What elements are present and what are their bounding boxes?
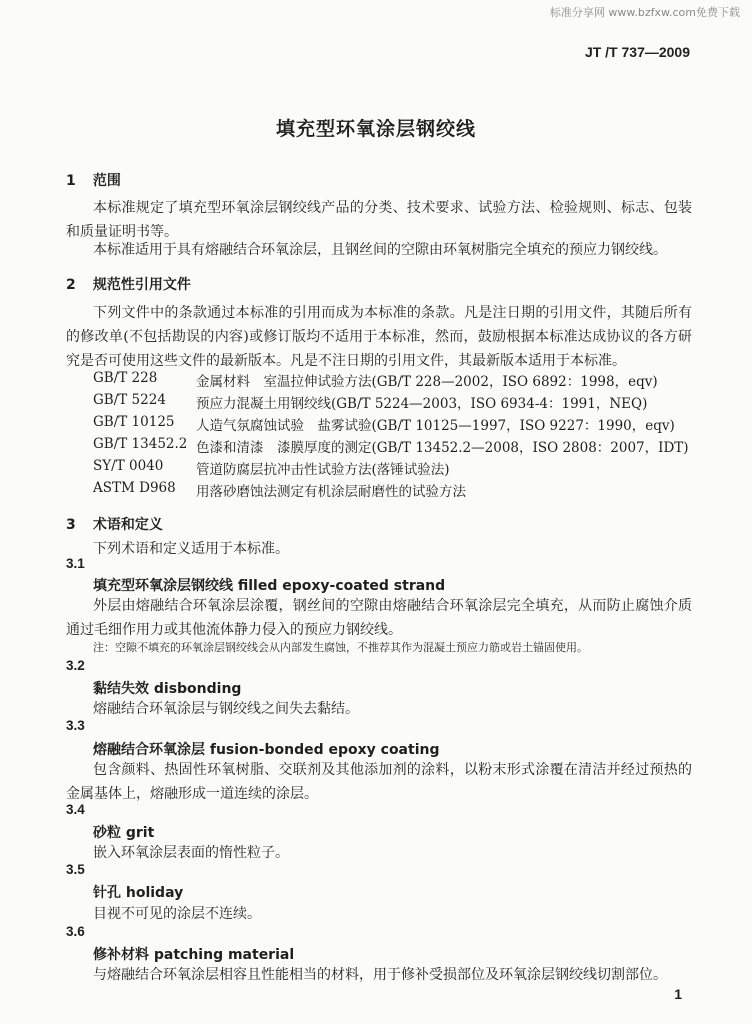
term-number: 3.3 [66,718,85,733]
term-definition: 嵌入环氧涂层表面的惰性粒子。 [93,845,289,861]
ref-code: GB/T 13452.2 [93,436,188,452]
term-number: 3.6 [66,924,85,939]
term-definition: 熔融结合环氧涂层与钢绞线之间失去黏结。 [93,701,359,717]
section-1-paragraph-2: 本标准适用于具有熔融结合环氧涂层，且钢丝间的空隙由环氧树脂完全填充的预应力钢绞线。 [93,242,667,258]
standard-number: JT /T 737—2009 [584,44,690,60]
term-number: 3.1 [66,556,85,571]
watermark: 标准分享网 www.bzfxw.com免费下载 [549,6,740,19]
ref-code: GB/T 228 [93,370,158,386]
term-definition: 包含颜料、热固性环氧树脂、交联剂及其他添加剂的涂料，以粉末形式涂覆在清洁并经过预热的金属基体上，熔融形成一道连续的涂层。 [66,762,692,802]
ref-code: ASTM D968 [93,480,176,496]
term-name: 修补材料 patching material [93,947,295,963]
term-definition: 外层由熔融结合环氧涂层涂覆，钢丝间的空隙由熔融结合环氧涂层完全填充，从而防止腐蚀介质通过毛细作用力或其他流体静力侵入的预应力钢绞线。 [66,598,692,638]
section-1-heading [66,170,121,190]
term-number: 3.2 [66,658,85,673]
ref-title: 管道防腐层抗冲击性试验方法(落锤试验法) [196,462,450,478]
term-number: 3.5 [66,862,85,877]
ref-title: 人造气氛腐蚀试验 盐雾试验(GB/T 10125—1997，ISO 9227：1990，eqv) [196,418,675,434]
section-number: 3 [66,517,76,533]
section-number: 1 [66,173,76,189]
term-definition: 目视不可见的涂层不连续。 [93,906,261,922]
section-title: 规范性引用文件 [92,277,191,293]
section-1-paragraph-1: 本标准规定了填充型环氧涂层钢绞线产品的分类、技术要求、试验方法、检验规则、标志、包装和质量证明书等。 [66,200,692,240]
term-note: 注：空隙不填充的环氧涂层钢绞线会从内部发生腐蚀，不推荐其作为混凝土预应力筋或岩土锚固使用。 [93,641,588,654]
ref-code: GB/T 5224 [93,392,166,408]
section-3-intro: 下列术语和定义适用于本标准。 [93,541,289,557]
term-definition: 与熔融结合环氧涂层相容且性能相当的材料，用于修补受损部位及环氧涂层钢绞线切割部位。 [93,967,667,983]
ref-code: SY/T 0040 [93,458,164,474]
section-title: 范围 [92,173,121,189]
ref-title: 色漆和清漆 漆膜厚度的测定(GB/T 13452.2—2008，ISO 2808：2007，IDT) [196,440,689,456]
section-2-heading [66,274,191,294]
page-title: 填充型环氧涂层钢绞线 [275,118,476,140]
ref-title: 用落砂磨蚀法测定有机涂层耐磨性的试验方法 [196,484,466,500]
term-name: 针孔 holiday [93,885,184,901]
page-number: 1 [674,986,682,1002]
term-name: 黏结失效 disbonding [93,681,242,697]
ref-title: 金属材料 室温拉伸试验方法(GB/T 228—2002，ISO 6892：1998，eqv) [196,374,658,390]
term-name: 填充型环氧涂层钢绞线 filled epoxy-coated strand [93,578,446,594]
ref-code: GB/T 10125 [93,414,175,430]
section-number: 2 [66,277,76,293]
term-name: 砂粒 grit [93,825,155,841]
ref-title: 预应力混凝土用钢绞线(GB/T 5224—2003，ISO 6934-4：1991，NEQ) [196,396,648,412]
section-2-intro: 下列文件中的条款通过本标准的引用而成为本标准的条款。凡是注日期的引用文件，其随后所有的修改单(不包括勘误的内容)或修订版均不适用于本标准，然而，鼓励根据本标准达成协议的各方研究是否可使用这些文件的最新版本。凡是不注日期的引用文件，其最新版本适用于本标准。 [66,305,692,369]
section-title: 术语和定义 [92,517,163,533]
term-number: 3.4 [66,802,85,817]
term-name: 熔融结合环氧涂层 fusion-bonded epoxy coating [93,742,440,758]
section-3-heading [66,514,163,534]
